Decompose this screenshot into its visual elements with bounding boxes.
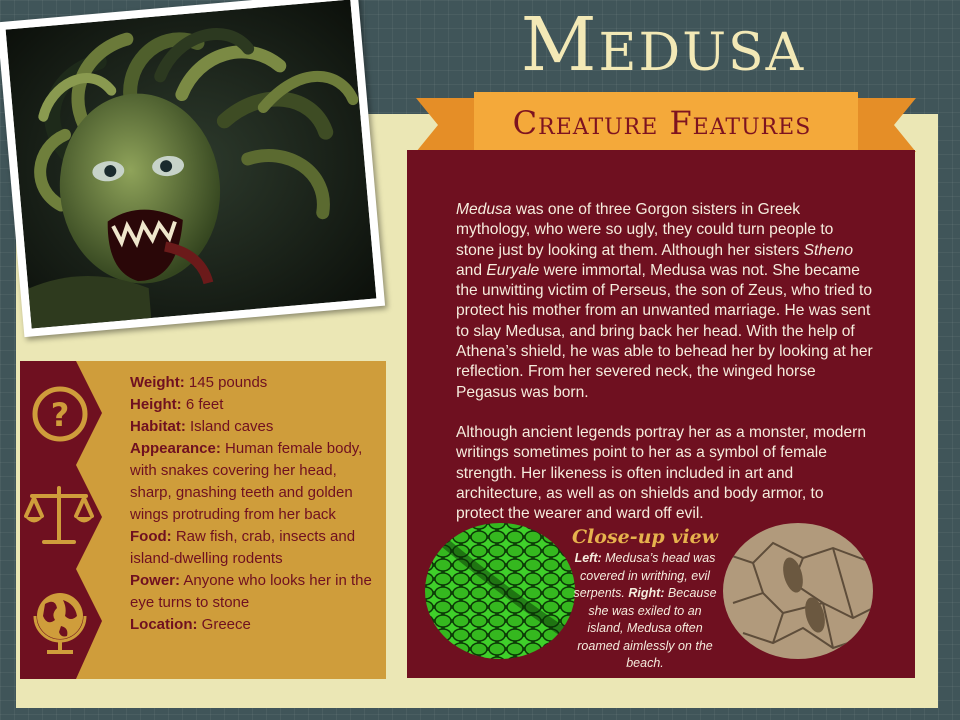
p1-part-c: were immortal, Medusa was not. She became the unwitting victim of Perseus, the son of Zeus, who tried to protect his mother from an unwanted marriage. He was sent to slay Medusa, and bring back her head. With the help of Athena’s shield, he was able to behead her by looking at her reflection. From her severed neck, the winged horse Pegasus was born. [456, 261, 873, 401]
beach-footprints-closeup [723, 523, 873, 659]
fact-weight [130, 372, 380, 394]
fact-label: Height: [130, 396, 182, 413]
snakeskin-closeup [425, 523, 575, 659]
medusa-name: Medusa [456, 201, 512, 218]
fact-value: Island caves [190, 418, 274, 435]
fact-value: 145 pounds [188, 374, 268, 391]
fact-label: Habitat: [130, 418, 186, 435]
fact-food [130, 526, 380, 570]
fact-location [130, 614, 380, 636]
paragraph-2: Although ancient legends portray her as a monster, modern writings sometimes point to her as a symbol of female strength. Her likeness is often included in art and architecture, as well as on shields and body armor, to protect the wearer and ward off evil. [456, 423, 867, 523]
fact-power [130, 570, 380, 614]
svg-text:?: ? [50, 396, 70, 434]
subtitle: Creature Features [512, 104, 812, 142]
fact-value: Greece [201, 616, 251, 633]
p1-part-a: was one of three Gorgon sisters in Greek mythology, who were so ugly, they could turn people to stone just by looking at them. Although her sisters [456, 201, 834, 259]
scales-icon [24, 484, 94, 548]
closeup-caption [570, 550, 720, 673]
closeup-heading: Close-up view [571, 526, 719, 548]
fact-label: Appearance: [130, 440, 221, 457]
page-title: Medusa [520, 2, 806, 88]
sister-euryale: Euryale [486, 261, 540, 279]
fact-label: Power: [130, 572, 181, 589]
caption-right-text: Because she was exiled to an island, Medusa often roamed aimlessly on the beach. [577, 586, 717, 670]
question-icon [29, 383, 91, 445]
fact-label: Location: [130, 616, 198, 633]
caption-left-label: Left: [574, 551, 602, 565]
fact-appearance [130, 438, 380, 526]
fact-label: Food: [130, 528, 172, 545]
caption-left-text: Medusa’s head was covered in writhing, evil serpents. [573, 551, 716, 600]
fact-list [130, 372, 380, 636]
globe-icon [27, 586, 93, 658]
caption-right-label: Right: [628, 586, 665, 600]
fact-value: Human female body, with snakes covering her head, sharp, gnashing teeth and golden wings protruding from her back [130, 440, 363, 523]
fact-value: Anyone who looks her in the eye turns to stone [130, 572, 372, 611]
fact-value: 6 feet [185, 396, 224, 413]
fact-height [130, 394, 380, 416]
paragraph-1 [456, 200, 874, 403]
p1-part-b: and [456, 261, 487, 279]
fact-label: Weight: [130, 374, 185, 391]
description-text [456, 200, 874, 544]
medusa-photo [0, 0, 385, 337]
fact-habitat [130, 416, 380, 438]
fact-value: Raw fish, crab, insects and island-dwelling rodents [130, 528, 356, 567]
medusa-illustration [6, 0, 377, 329]
sister-stheno: Stheno [803, 241, 854, 259]
